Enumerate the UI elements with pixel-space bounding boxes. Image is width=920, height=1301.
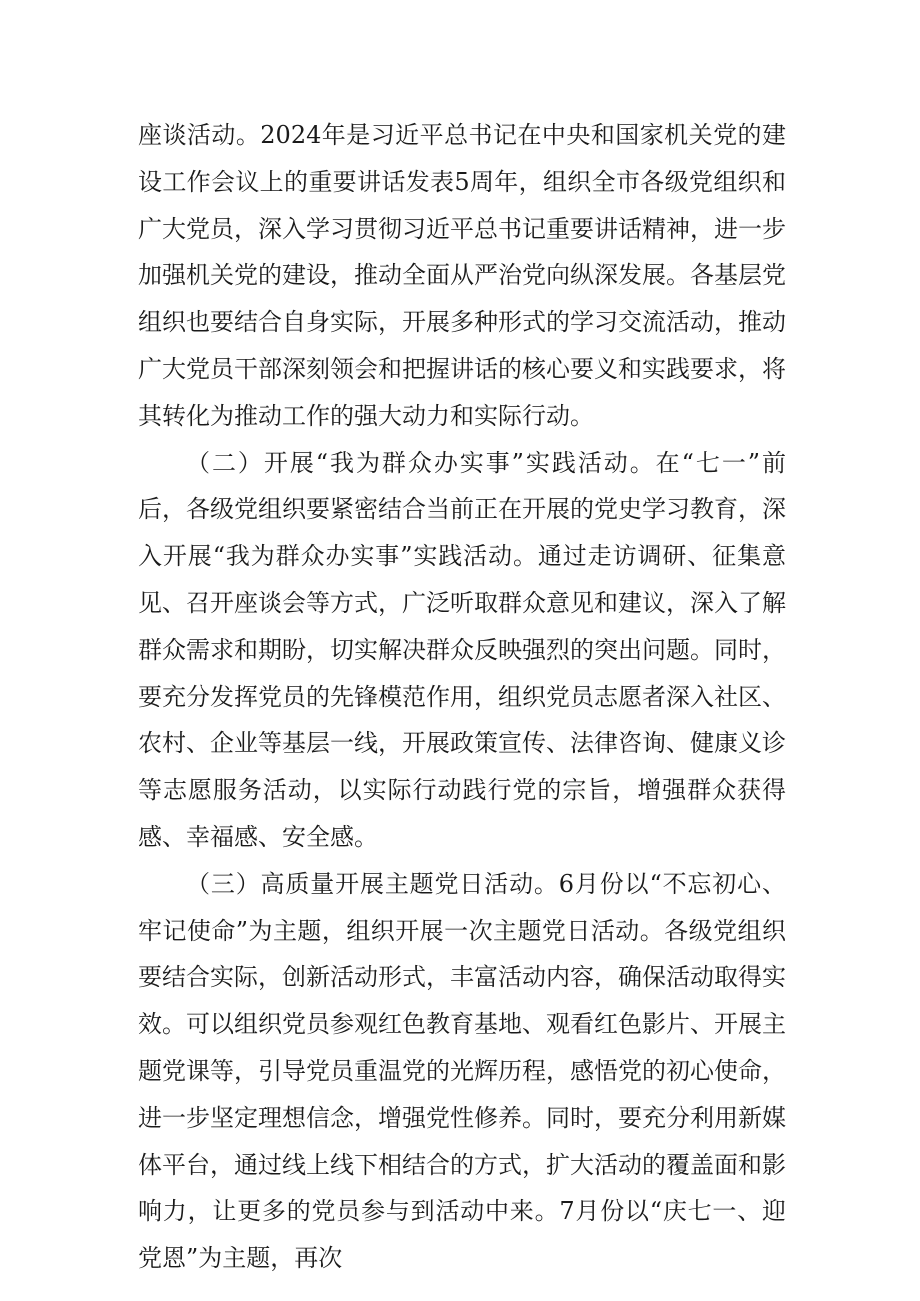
paragraph-section-three: （三）高质量开展主题党日活动。6月份以“不忘初心、牢记使命”为主题，组织开展一次主题党日活动。各级党组织要结合实际，创新活动形式，丰富活动内容，确保活动取得实效。可以组织党员参观红色教育基地、观看红色影片、开展主题党课等，引导党员重温党的光辉历程，感悟党的初心使命，进一步坚定理想信念，增强党性修养。同时，要充分利用新媒体平台，通过线上线下相结合的方式，扩大活动的覆盖面和影响力，让更多的党员参与到活动中来。7月份以“庆七一、迎党恩”为主题，再次 <box>138 869 786 1273</box>
document-body <box>138 112 786 1282</box>
paragraph-section-two: （二）开展“我为群众办实事”实践活动。在“七一”前后，各级党组织要紧密结合当前正在开展的党史学习教育，深入开展“我为群众办实事”实践活动。通过走访调研、征集意见、召开座谈会等方式，广泛听取群众意见和建议，深入了解群众需求和期盼，切实解决群众反映强烈的突出问题。同时，要充分发挥党员的先锋模范作用，组织党员志愿者深入社区、农村、企业等基层一线，开展政策宣传、法律咨询、健康义诊等志愿服务活动，以实际行动践行党的宗旨，增强群众获得感、幸福感、安全感。 <box>138 448 786 851</box>
paragraph-continuation: 座谈活动。2024年是习近平总书记在中央和国家机关党的建设工作会议上的重要讲话发表5周年，组织全市各级党组织和广大党员，深入学习贯彻习近平总书记重要讲话精神，进一步加强机关党的建设，推动全面从严治党向纵深发展。各基层党组织也要结合自身实际，开展多种形式的学习交流活动，推动广大党员干部深刻领会和把握讲话的核心要义和实践要求，将其转化为推动工作的强大动力和实际行动。 <box>138 121 786 430</box>
